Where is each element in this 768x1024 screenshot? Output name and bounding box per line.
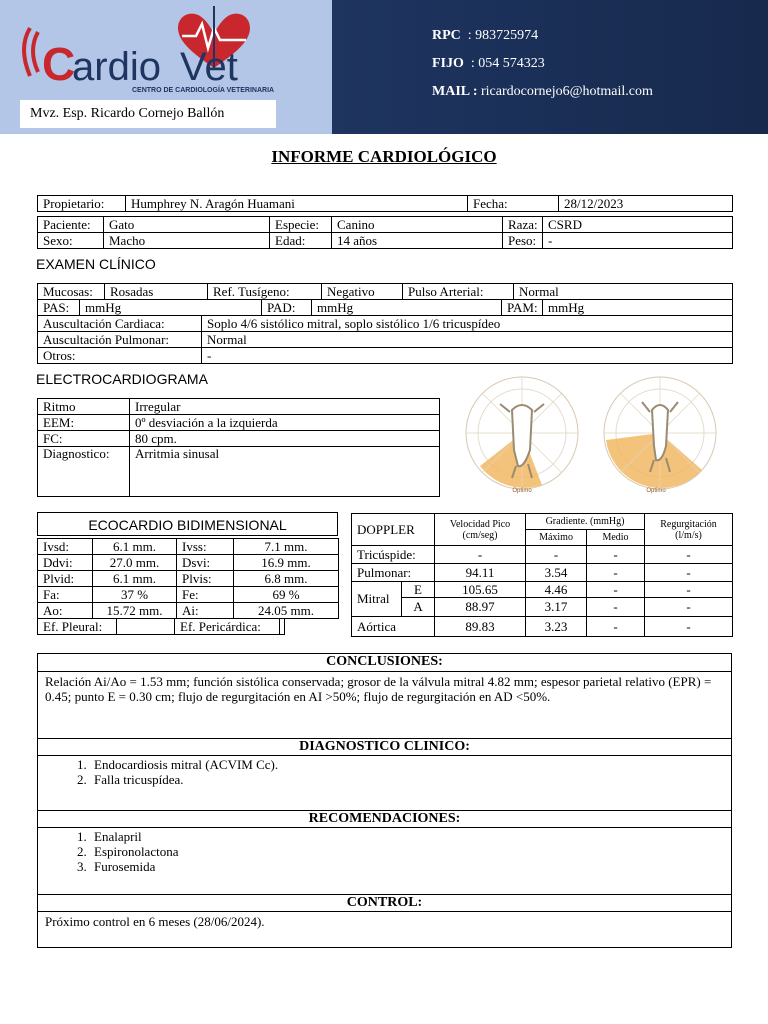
especie-value: Canino <box>332 217 503 233</box>
pleural-value <box>117 619 175 635</box>
doppler-heading: DOPPLER <box>352 514 435 546</box>
patient-table <box>37 216 733 249</box>
diagnostico-item: 1. Endocardiosis mitral (ACVIM Cc). <box>90 757 731 772</box>
echo-ai-value: 24.05 mm. <box>234 603 339 619</box>
pad-value: mmHg <box>312 300 502 316</box>
doppler-mitral-e-label: E <box>402 582 435 598</box>
mail-value: ricardocornejo6@hotmail.com <box>481 84 653 99</box>
raza-value: CSRD <box>543 217 733 233</box>
contact-rpc <box>432 28 538 44</box>
peso-label: Peso: <box>503 233 543 249</box>
owner-table <box>37 195 733 212</box>
doppler-pulmonar-med: - <box>587 564 645 582</box>
exam-table-row1 <box>37 283 733 300</box>
echo-ddvi-value: 27.0 mm. <box>93 555 177 571</box>
pleural-label: Ef. Pleural: <box>38 619 117 635</box>
echo-fe-value: 69 % <box>234 587 339 603</box>
echo-dsvi-value: 16.9 mm. <box>234 555 339 571</box>
doppler-aortica-med: - <box>587 617 645 637</box>
ecg-ritmo-value: Irregular <box>130 399 440 415</box>
echo-table <box>37 538 339 619</box>
pam-label: PAM: <box>502 300 543 316</box>
ecg-axis-diagram-right <box>592 370 732 496</box>
peso-value: - <box>543 233 733 249</box>
doppler-tricuspide-med: - <box>587 546 645 564</box>
tusigeno-value: Negativo <box>322 284 403 300</box>
doppler-mitral-label: Mitral <box>352 582 402 617</box>
doppler-mitral-a-vel: 88.97 <box>435 598 526 617</box>
conclusiones-heading: CONCLUSIONES: <box>38 654 731 672</box>
edad-label: Edad: <box>270 233 332 249</box>
cardiovet-logo <box>14 6 304 98</box>
echo-plvis-value: 6.8 mm. <box>234 571 339 587</box>
pas-value: mmHg <box>80 300 262 316</box>
diagnostico-heading: DIAGNOSTICO CLINICO: <box>38 738 731 756</box>
doppler-aortica-vel: 89.83 <box>435 617 526 637</box>
svg-text:C: C <box>42 38 76 90</box>
doppler-mitral-a-med: - <box>587 598 645 617</box>
echo-ivsd-label: Ivsd: <box>38 539 93 555</box>
diagnostico-list <box>38 757 731 787</box>
doppler-col-regurgitacion: Regurgitación (l/m/s) <box>645 514 733 546</box>
doppler-aortica-max: 3.23 <box>526 617 587 637</box>
auscultacion-cardiaca-label: Auscultación Cardiaca: <box>38 316 202 332</box>
exam-table-auscultation <box>37 315 733 364</box>
echo-fe-label: Fe: <box>177 587 234 603</box>
auscultacion-cardiaca-value: Soplo 4/6 sistólico mitral, soplo sistólico 1/6 tricuspídeo <box>202 316 733 332</box>
summary-block <box>37 653 732 948</box>
ecg-axis-diagram-left <box>452 370 592 496</box>
doppler-pulmonar-label: Pulmonar: <box>352 564 435 582</box>
rpc-value: : 983725974 <box>467 28 539 43</box>
diagnostico-list-wrap <box>38 756 731 810</box>
doppler-pulmonar-max: 3.54 <box>526 564 587 582</box>
echo-fa-label: Fa: <box>38 587 93 603</box>
conclusiones-text: Relación Ai/Ao = 1.53 mm; función sistólica conservada; grosor de la válvula mitral 4.82 mm; espesor parietal relativo (EPR) = 0.45; punto E = 0.30 cm; flujo de regurgitación en AI >50%; flujo de regurgitación en AD <50%. <box>45 674 712 704</box>
edad-value: 14 años <box>332 233 503 249</box>
ecg-fc-label: FC: <box>38 431 130 447</box>
doppler-mitral-a-max: 3.17 <box>526 598 587 617</box>
otros-value: - <box>202 348 733 364</box>
tusigeno-label: Ref. Tusígeno: <box>208 284 322 300</box>
exam-table-pressure <box>37 299 733 316</box>
doppler-aortica-label: Aórtica <box>352 617 435 637</box>
recomendaciones-item: 3. Furosemida <box>90 859 731 874</box>
especie-label: Especie: <box>270 217 332 233</box>
auscultacion-pulmonar-label: Auscultación Pulmonar: <box>38 332 202 348</box>
fijo-value: : 054 574323 <box>470 56 545 71</box>
doppler-tricuspide-max: - <box>526 546 587 564</box>
doppler-mitral-e-reg: - <box>645 582 733 598</box>
echo-plvid-value: 6.1 mm. <box>93 571 177 587</box>
ecg-diagnostico-value: Arritmia sinusal <box>130 447 440 497</box>
doppler-mitral-e-vel: 105.65 <box>435 582 526 598</box>
doppler-pulmonar-reg: - <box>645 564 733 582</box>
propietario-label: Propietario: <box>38 196 126 212</box>
echo-ao-label: Ao: <box>38 603 93 619</box>
fecha-value: 28/12/2023 <box>559 196 733 212</box>
paciente-value: Gato <box>104 217 270 233</box>
diagram-left-label: Optimo <box>512 488 532 494</box>
svg-text:Vet: Vet <box>180 45 238 89</box>
echo-plvid-label: Plvid: <box>38 571 93 587</box>
echo-ivss-label: Ivss: <box>177 539 234 555</box>
doppler-col-velocidad: Velocidad Pico (cm/seg) <box>435 514 526 546</box>
diagram-right-label: Optimo <box>646 488 666 494</box>
doppler-aortica-reg: - <box>645 617 733 637</box>
doctor-name: Mvz. Esp. Ricardo Cornejo Ballón <box>20 100 276 128</box>
pas-label: PAS: <box>38 300 80 316</box>
fijo-label: FIJO <box>432 56 464 71</box>
pulso-value: Normal <box>514 284 733 300</box>
recomendaciones-item: 1. Enalapril <box>90 829 731 844</box>
echo-effusion-table <box>37 618 285 635</box>
pad-label: PAD: <box>262 300 312 316</box>
diagnostico-item: 2. Falla tricuspídea. <box>90 772 731 787</box>
echo-dsvi-label: Dsvi: <box>177 555 234 571</box>
contact-mail <box>432 84 653 100</box>
ecg-heading: ELECTROCARDIOGRAMA <box>36 371 208 387</box>
echo-ai-label: Ai: <box>177 603 234 619</box>
recomendaciones-list <box>38 829 731 874</box>
doppler-pulmonar-vel: 94.11 <box>435 564 526 582</box>
fecha-label: Fecha: <box>468 196 559 212</box>
mail-label: MAIL : <box>432 84 478 99</box>
sexo-value: Macho <box>104 233 270 249</box>
raza-label: Raza: <box>503 217 543 233</box>
recomendaciones-list-wrap <box>38 828 731 894</box>
doppler-table <box>351 513 733 637</box>
propietario-value: Humphrey N. Aragón Huamani <box>126 196 468 212</box>
otros-label: Otros: <box>38 348 202 364</box>
mucosas-label: Mucosas: <box>38 284 105 300</box>
recomendaciones-heading: RECOMENDACIONES: <box>38 810 731 828</box>
doppler-col-medio: Medio <box>587 530 645 546</box>
echo-fa-value: 37 % <box>93 587 177 603</box>
echo-ddvi-label: Ddvi: <box>38 555 93 571</box>
auscultacion-pulmonar-value: Normal <box>202 332 733 348</box>
svg-text:ardio: ardio <box>72 45 161 89</box>
doppler-tricuspide-vel: - <box>435 546 526 564</box>
logo-subtitle: CENTRO DE CARDIOLOGÍA VETERINARIA <box>132 87 275 94</box>
echo-ivss-value: 7.1 mm. <box>234 539 339 555</box>
contact-fijo <box>432 56 545 72</box>
pulso-label: Pulso Arterial: <box>403 284 514 300</box>
doppler-tricuspide-reg: - <box>645 546 733 564</box>
ecg-fc-value: 80 cpm. <box>130 431 440 447</box>
pericardica-value <box>280 619 285 635</box>
exam-heading: EXAMEN CLÍNICO <box>36 256 156 272</box>
ecg-ritmo-label: Ritmo <box>38 399 130 415</box>
doppler-mitral-a-reg: - <box>645 598 733 617</box>
report-title: INFORME CARDIOLÓGICO <box>271 147 497 166</box>
ecg-table <box>37 398 440 497</box>
doppler-tricuspide-label: Tricúspide: <box>352 546 435 564</box>
sexo-label: Sexo: <box>38 233 104 249</box>
rpc-label: RPC <box>432 28 461 43</box>
pam-value: mmHg <box>543 300 733 316</box>
echo-heading: ECOCARDIO BIDIMENSIONAL <box>37 512 338 536</box>
doppler-mitral-e-med: - <box>587 582 645 598</box>
doppler-col-gradiente: Gradiente. (mmHg) <box>526 514 645 530</box>
ecg-diagnostico-label: Diagnostico: <box>38 447 130 497</box>
ecg-eem-label: EEM: <box>38 415 130 431</box>
mucosas-value: Rosadas <box>105 284 208 300</box>
control-text: Próximo control en 6 meses (28/06/2024). <box>45 914 265 929</box>
header-right-panel <box>332 0 768 134</box>
echo-plvis-label: Plvis: <box>177 571 234 587</box>
recomendaciones-item: 2. Espironolactona <box>90 844 731 859</box>
control-heading: CONTROL: <box>38 894 731 912</box>
echo-ao-value: 15.72 mm. <box>93 603 177 619</box>
doppler-col-maximo: Máximo <box>526 530 587 546</box>
doppler-mitral-a-label: A <box>402 598 435 617</box>
echo-ivsd-value: 6.1 mm. <box>93 539 177 555</box>
ecg-eem-value: 0º desviación a la izquierda <box>130 415 440 431</box>
pericardica-label: Ef. Pericárdica: <box>175 619 280 635</box>
paciente-label: Paciente: <box>38 217 104 233</box>
doppler-mitral-e-max: 4.46 <box>526 582 587 598</box>
